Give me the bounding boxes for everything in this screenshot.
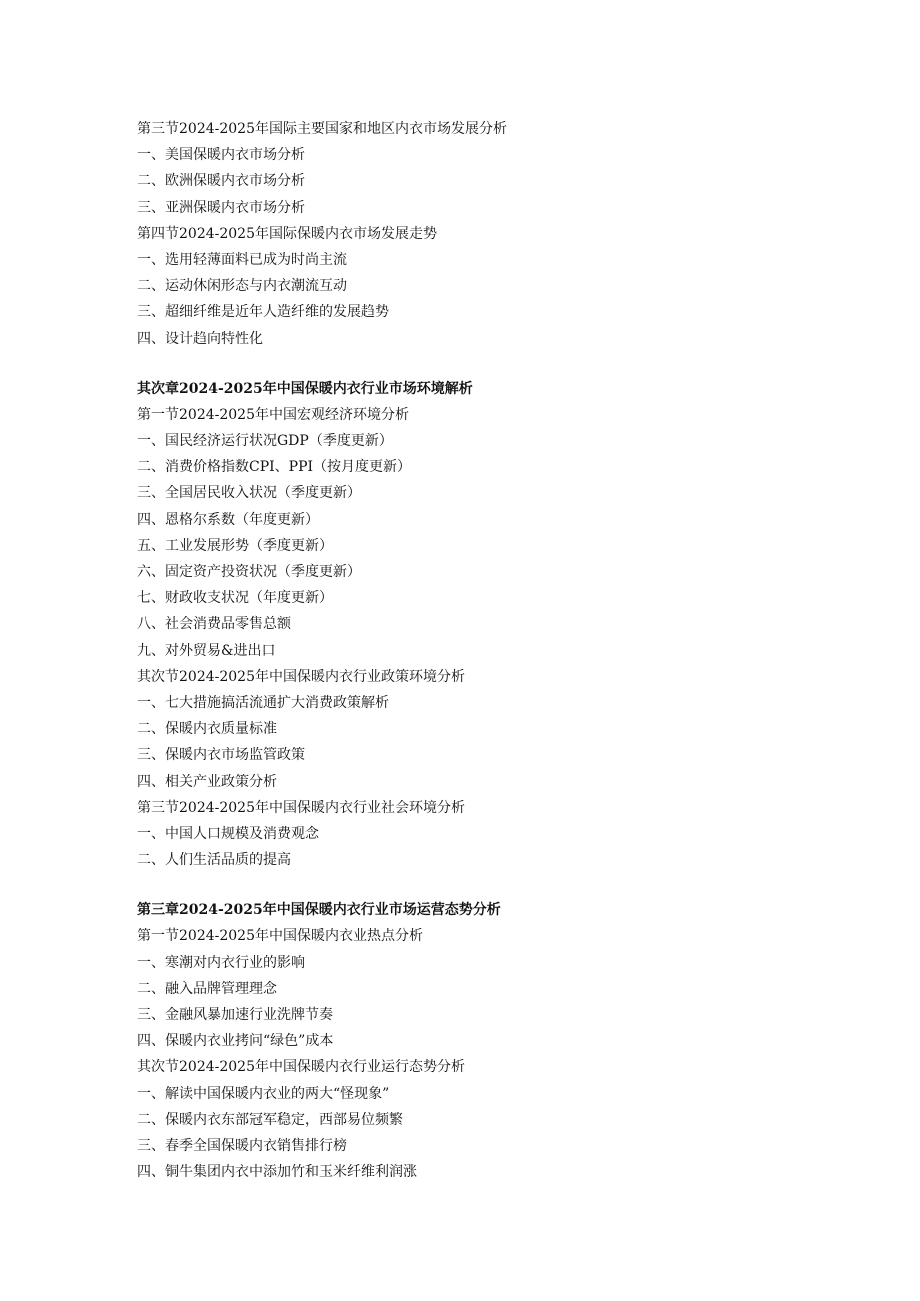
toc-entry: 一、解读中国保暖内衣业的两大“怪现象” xyxy=(137,1085,390,1102)
toc-entry: 三、春季全国保暖内衣销售排行榜 xyxy=(137,1137,347,1154)
toc-entry: 六、固定资产投资状况（季度更新） xyxy=(137,564,361,580)
toc-entry: 九、对外贸易&进出口 xyxy=(137,642,276,659)
chapter-heading: 其次章2024-2025年中国保暖内衣行业市场环境解析 xyxy=(137,380,473,397)
toc-entry: 二、运动休闲形态与内衣潮流互动 xyxy=(137,278,347,295)
toc-entry: 四、相关产业政策分析 xyxy=(137,773,277,790)
toc-entry: 五、工业发展形势（季度更新） xyxy=(137,537,333,554)
toc-entry: 其次节2024-2025年中国保暖内衣行业政策环境分析 xyxy=(137,668,465,685)
toc-entry: 四、保暖内衣业拷问“绿色”成本 xyxy=(137,1033,334,1050)
toc-entry: 三、全国居民收入状况（季度更新） xyxy=(137,485,361,502)
toc-entry: 第一节2024-2025年中国宏观经济环境分析 xyxy=(137,406,409,423)
toc-entry: 一、美国保暖内衣市场分析 xyxy=(137,147,305,164)
chapter-heading: 第三章2024-2025年中国保暖内衣行业市场运营态势分析 xyxy=(137,902,501,919)
toc-block xyxy=(137,376,837,874)
toc-entry: 二、欧洲保暖内衣市场分析 xyxy=(137,173,305,190)
toc-entry: 四、设计趋向特性化 xyxy=(137,330,263,347)
toc-entry: 三、亚洲保暖内衣市场分析 xyxy=(137,199,305,216)
toc-entry: 第三节2024-2025年国际主要国家和地区内衣市场发展分析 xyxy=(137,121,507,137)
toc-entry: 二、保暖内衣东部冠军稳定，西部易位频繁 xyxy=(137,1111,403,1128)
toc-entry: 二、融入品牌管理理念 xyxy=(137,980,277,997)
toc-entry: 一、寒潮对内衣行业的影响 xyxy=(137,954,305,971)
toc-entry: 一、七大措施搞活流通扩大消费政策解析 xyxy=(137,694,389,711)
toc-entry: 一、中国人口规模及消费观念 xyxy=(137,825,319,842)
toc-entry: 第四节2024-2025年国际保暖内衣市场发展走势 xyxy=(137,225,437,242)
toc-entry: 二、消费价格指数CPI、PPI（按月度更新） xyxy=(137,459,412,476)
toc-entry: 第一节2024-2025年中国保暖内衣业热点分析 xyxy=(137,928,423,945)
toc-entry: 八、社会消费品零售总额 xyxy=(137,616,291,633)
toc-entry: 二、人们生活品质的提高 xyxy=(137,852,291,869)
toc-entry: 第三节2024-2025年中国保暖内衣行业社会环境分析 xyxy=(137,799,465,816)
toc-entry: 四、铜牛集团内衣中添加竹和玉米纤维利润涨 xyxy=(137,1164,417,1181)
toc-entry: 三、金融风暴加速行业洗牌节奏 xyxy=(137,1007,333,1023)
toc-entry: 三、超细纤维是近年人造纤维的发展趋势 xyxy=(137,304,389,321)
toc-entry: 三、保暖内衣市场监管政策 xyxy=(137,747,305,764)
toc-entry: 其次节2024-2025年中国保暖内衣行业运行态势分析 xyxy=(137,1059,465,1076)
document-page xyxy=(137,116,837,1185)
toc-entry: 一、国民经济运行状况GDP（季度更新） xyxy=(137,433,393,450)
toc-block xyxy=(137,116,837,352)
toc-entry: 七、财政收支状况（年度更新） xyxy=(137,590,333,607)
toc-block xyxy=(137,897,837,1185)
toc-entry: 一、选用轻薄面料已成为时尚主流 xyxy=(137,251,347,268)
toc-entry: 四、恩格尔系数（年度更新） xyxy=(137,511,319,528)
toc-entry: 二、保暖内衣质量标准 xyxy=(137,721,277,738)
